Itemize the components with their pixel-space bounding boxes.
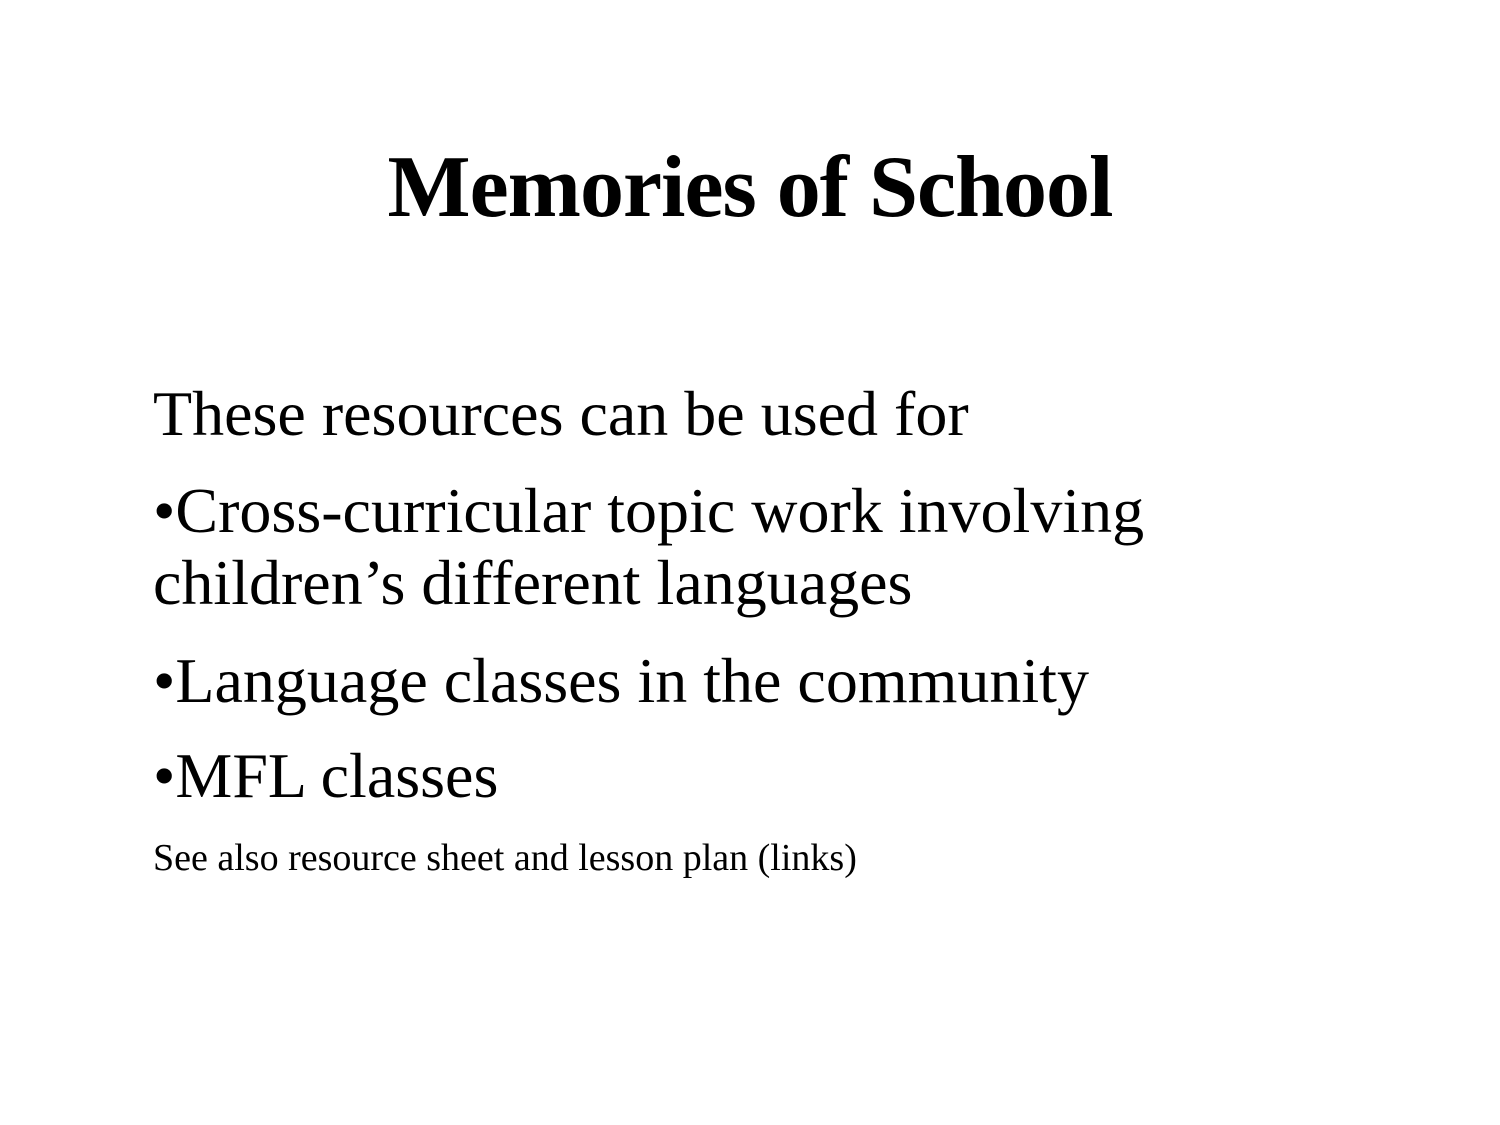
bullet-item-language-classes: [153, 645, 1353, 717]
bullet-text-line: •Language classes in the community: [153, 645, 1089, 716]
bullet-text-line: children’s different languages: [153, 547, 913, 618]
bullet-text-line: •MFL classes: [153, 740, 499, 811]
bullet-text-line: •Cross-curricular topic work involving: [153, 475, 1145, 546]
bullet-item-cross-curricular: [153, 475, 1353, 619]
slide-title: Memories of School: [387, 139, 1113, 236]
intro-text: These resources can be used for: [153, 378, 969, 449]
resource-note: See also resource sheet and lesson plan (links): [153, 837, 857, 879]
bullet-item-mfl-classes: [153, 740, 1353, 812]
